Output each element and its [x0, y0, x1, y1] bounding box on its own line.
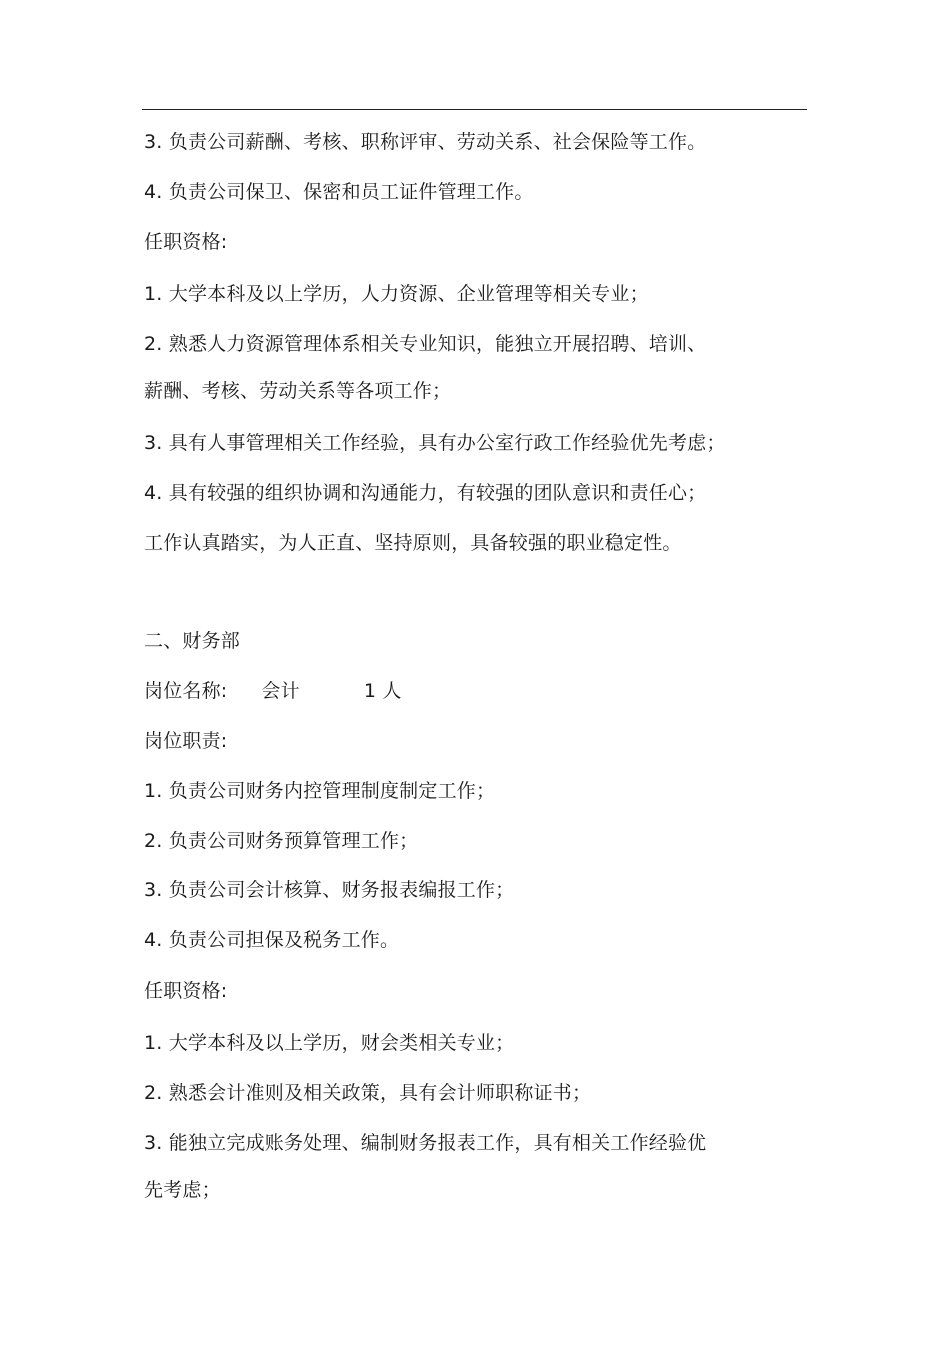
post-label: 岗位名称: [144, 680, 228, 702]
post-name: 会计 [261, 680, 300, 702]
finance-duties-heading: 岗位职责: [144, 730, 228, 752]
hr-qualification-4: 4. 具有较强的组织协调和沟通能力，有较强的团队意识和责任心； [144, 482, 707, 504]
finance-section-title: 二、财务部 [144, 630, 241, 652]
finance-duty-4: 4. 负责公司担保及税务工作。 [144, 929, 400, 951]
hr-qualifications-heading: 任职资格: [144, 231, 228, 253]
post-count: 1 人 [363, 680, 402, 702]
hr-qualification-2: 2. 熟悉人力资源管理体系相关专业知识，能独立开展招聘、培训、 [144, 333, 707, 355]
hr-qualification-2-cont: 薪酬、考核、劳动关系等各项工作； [144, 380, 452, 402]
hr-qualification-1: 1. 大学本科及以上学历，人力资源、企业管理等相关专业； [144, 283, 649, 305]
hr-duty-3: 3. 负责公司薪酬、考核、职称评审、劳动关系、社会保险等工作。 [144, 131, 707, 153]
finance-qualification-1: 1. 大学本科及以上学历，财会类相关专业； [144, 1032, 515, 1054]
finance-post-line [144, 679, 402, 703]
hr-duty-4: 4. 负责公司保卫、保密和员工证件管理工作。 [144, 181, 534, 203]
hr-qualification-4-cont: 工作认真踏实，为人正直、坚持原则，具备较强的职业稳定性。 [144, 532, 682, 554]
finance-duty-3: 3. 负责公司会计核算、财务报表编报工作； [144, 879, 515, 901]
finance-qualifications-heading: 任职资格: [144, 980, 228, 1002]
finance-duty-2: 2. 负责公司财务预算管理工作； [144, 830, 419, 852]
header-rule [142, 109, 807, 110]
finance-qualification-3-cont: 先考虑； [144, 1179, 221, 1201]
hr-qualification-3: 3. 具有人事管理相关工作经验，具有办公室行政工作经验优先考虑； [144, 432, 726, 454]
finance-duty-1: 1. 负责公司财务内控管理制度制定工作； [144, 780, 496, 802]
finance-qualification-3: 3. 能独立完成账务处理、编制财务报表工作，具有相关工作经验优 [144, 1132, 707, 1154]
finance-qualification-2: 2. 熟悉会计准则及相关政策，具有会计师职称证书； [144, 1082, 592, 1104]
